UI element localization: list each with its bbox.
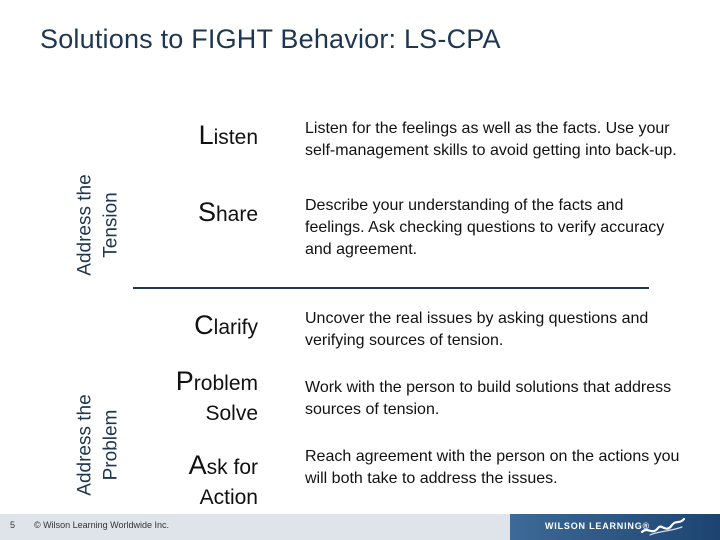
description-clarify: Uncover the real issues by asking questions and verifying sources of tension. — [305, 310, 649, 349]
term-initial: S — [197, 197, 216, 227]
description-ask-for-action: Reach agreement with the person on the actions you will both take to address the issues. — [305, 448, 680, 487]
group-label-line: Address the — [75, 394, 96, 496]
description-problem-solve: Work with the person to build solutions that address sources of tension. — [305, 379, 672, 418]
term-listen — [199, 120, 258, 153]
term-rest: isten — [213, 126, 258, 149]
term-initial: L — [198, 120, 214, 150]
term-rest: roblem — [193, 372, 258, 395]
slide-number: 5 — [10, 520, 16, 530]
copyright-notice: © Wilson Learning Worldwide Inc. — [34, 520, 170, 530]
section-divider — [133, 287, 649, 289]
group-label-line: Address the — [75, 174, 96, 276]
description-listen: Listen for the feelings as well as the facts. Use your self-management skills to avoid getting into back-up. — [305, 120, 677, 159]
term-problem-solve — [176, 366, 258, 429]
group-label-line: Tension — [101, 192, 122, 258]
term-initial: A — [188, 450, 207, 480]
group-label-address-problem — [75, 370, 122, 520]
term-line2: Action — [199, 486, 258, 509]
term-rest: hare — [215, 203, 258, 226]
term-line2: Solve — [205, 402, 258, 425]
description-share: Describe your understanding of the facts and feelings. Ask checking questions to verify accuracy and agreement. — [305, 197, 665, 258]
term-share — [198, 197, 258, 230]
wilson-learning-swoosh-logo-icon — [640, 516, 686, 538]
term-rest: sk for — [206, 456, 258, 479]
brand-name: WILSON LEARNING® — [545, 521, 650, 531]
group-label-line: Problem — [101, 409, 122, 481]
slide-title: Solutions to FIGHT Behavior: LS-CPA — [40, 24, 501, 54]
term-rest: larify — [213, 316, 258, 339]
term-initial: C — [194, 310, 214, 340]
group-label-address-tension — [75, 150, 122, 300]
term-initial: P — [175, 366, 194, 396]
term-ask-for-action — [189, 450, 258, 513]
term-clarify — [194, 310, 258, 343]
